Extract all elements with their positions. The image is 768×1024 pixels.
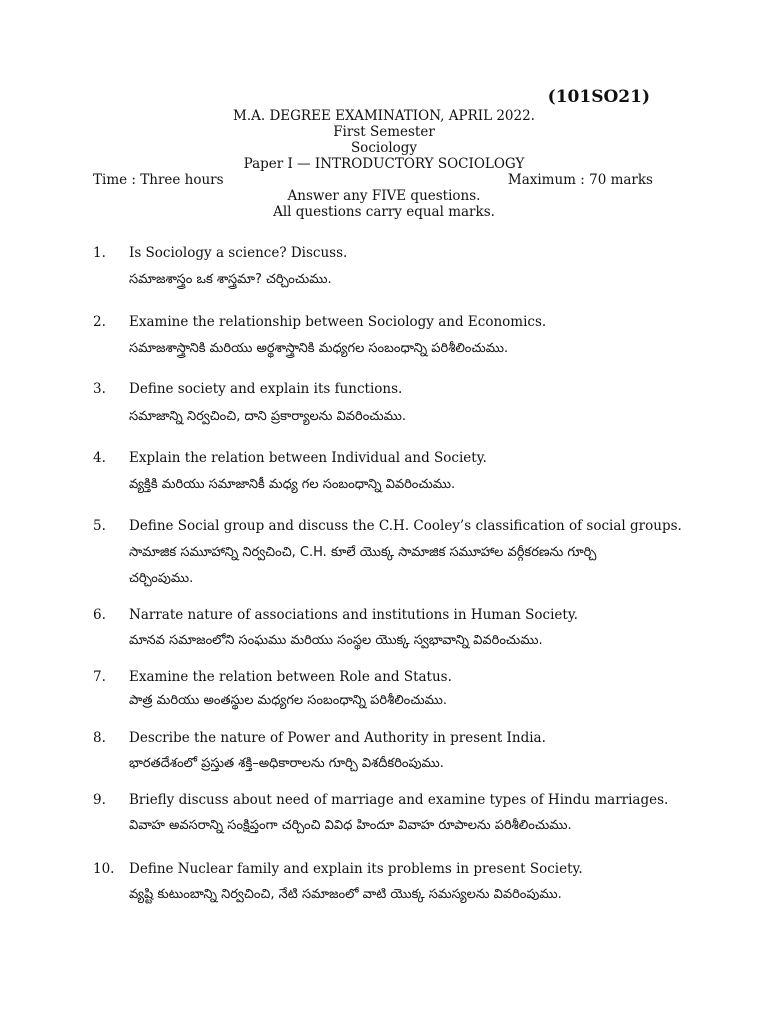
question-english: Is Sociology a science? Discuss.	[129, 245, 348, 261]
time-label: Time : Three hours	[93, 172, 224, 188]
question-telugu: సామాజిక సమూహాన్ని నిర్వచించి, C.H. కూలే యొక్క సామాజిక సమూహాల వర్గీకరణను గూర్చి చర్చింపుము.	[129, 545, 597, 586]
time-marks-row	[93, 172, 653, 188]
subject: Sociology	[350, 140, 418, 156]
question-telugu: భారతదేశంలో ప్రస్తుత శక్తి–అధికారాలను గూర్చి విశదీకరింపుము.	[129, 756, 444, 771]
question-telugu: వ్యక్తికి మరియు సమాజానికీ మధ్య గల సంబంధాన్ని వివరించుము.	[129, 477, 456, 492]
question-english: Briefly discuss about need of marriage and examine types of Hindu marriages.	[129, 792, 669, 808]
paper-code: (101SO21)	[547, 87, 650, 107]
question-english: Define Nuclear family and explain its problems in present Society.	[129, 861, 583, 877]
question-english: Narrate nature of associations and institutions in Human Society.	[129, 607, 578, 623]
exam-title: M.A. DEGREE EXAMINATION, APRIL 2022.	[233, 108, 535, 124]
question-telugu: వ్యష్టి కుటుంబాన్ని నిర్వచించి, నేటి సమాజంలో వాటి యొక్క సమస్యలను వివరింపుము.	[129, 887, 562, 902]
instruction-marks: All questions carry equal marks.	[273, 204, 495, 220]
question-number: 5.	[93, 518, 106, 534]
question-number: 3.	[93, 381, 106, 397]
question-telugu: సమాజాన్ని నిర్వచించి, దాని ప్రకార్యాలను వివరించుము.	[129, 409, 407, 424]
question-telugu: పాత్ర మరియు అంతస్థుల మధ్యగల సంబంధాన్ని పరిశీలించుము.	[129, 693, 448, 708]
question-number: 4.	[93, 450, 106, 466]
question-number: 9.	[93, 792, 106, 808]
paper-title: Paper I — INTRODUCTORY SOCIOLOGY	[243, 156, 525, 172]
question-telugu: వివాహ అవసరాన్ని సంక్షిప్తంగా చర్చించి వివిధ హిందూ వివాహ రూపాలను పరిశీలించుము.	[129, 818, 572, 833]
question-number: 6.	[93, 607, 106, 623]
semester: First Semester	[333, 124, 435, 140]
question-telugu: సమాజశాస్త్రానికి మరియు అర్థశాస్త్రానికి మధ్యగల సంబంధాన్ని పరిశీలించుము.	[129, 341, 509, 356]
question-number: 2.	[93, 314, 106, 330]
question-telugu: మానవ సమాజంలోని సంఘము మరియు సంస్థల యొక్క స్వభావాన్ని వివరించుము.	[129, 633, 543, 648]
max-marks-label: Maximum : 70 marks	[507, 172, 653, 188]
question-number: 7.	[93, 669, 106, 685]
question-english: Explain the relation between Individual and Society.	[129, 450, 487, 466]
question-english: Examine the relation between Role and Status.	[129, 669, 452, 685]
question-english: Define society and explain its functions.	[129, 381, 403, 397]
instruction-answer: Answer any FIVE questions.	[287, 188, 481, 204]
question-telugu: సమాజశాస్త్రం ఒక శాస్త్రమా? చర్చించుము.	[129, 272, 332, 287]
question-english: Define Social group and discuss the C.H. Cooley’s classification of social groups.	[129, 518, 682, 534]
question-english: Describe the nature of Power and Authority in present India.	[129, 730, 546, 746]
question-english: Examine the relationship between Sociology and Economics.	[129, 314, 547, 330]
question-number: 10.	[93, 861, 115, 877]
question-number: 8.	[93, 730, 106, 746]
question-number: 1.	[93, 245, 106, 261]
